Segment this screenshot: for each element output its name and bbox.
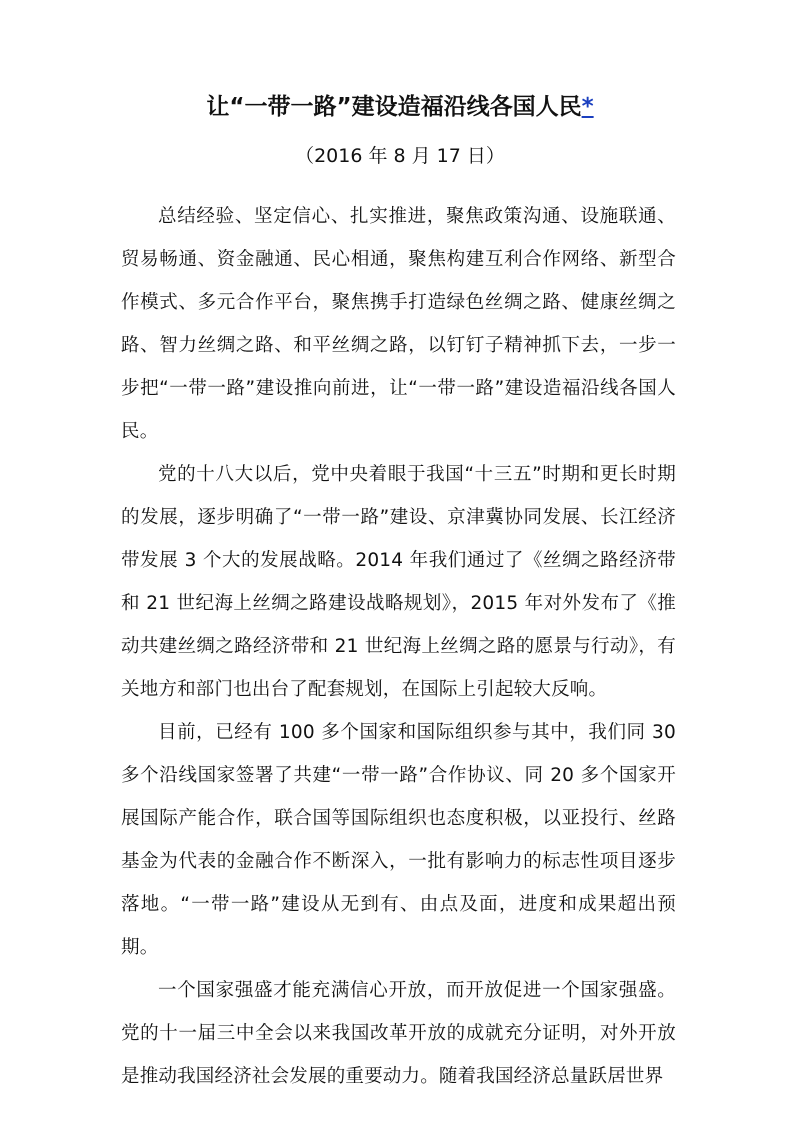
document-date: （2016 年 8 月 17 日） bbox=[295, 145, 505, 167]
paragraph-1: 总结经验、坚定信心、扎实推进，聚焦政策沟通、设施联通、贸易畅通、资金融通、民心相通，聚焦构建互利合作网络、新型合作模式、多元合作平台，聚焦携手打造绿色丝绸之路、健康丝绸之路、智力丝绸之路、和平丝绸之路，以钉钉子精神抓下去，一步一步把“一带一路”建设推向前进，让“一带一路”建设造福沿线各国人民。 bbox=[121, 206, 676, 442]
document-title bbox=[0, 90, 800, 124]
document-body bbox=[121, 195, 676, 1098]
title-footnote-link[interactable]: * bbox=[581, 94, 594, 120]
paragraph-4: 一个国家强盛才能充满信心开放，而开放促进一个国家强盛。党的十一届三中全会以来我国改革开放的成就充分证明，对外开放是推动我国经济社会发展的重要动力。随着我国经济总量跃居世界 bbox=[121, 980, 676, 1087]
title-text: 让“一带一路”建设造福沿线各国人民 bbox=[206, 94, 582, 120]
paragraph-3: 目前，已经有 100 多个国家和国际组织参与其中，我们同 30 多个沿线国家签署了共建“一带一路”合作协议、同 20 多个国家开展国际产能合作，联合国等国际组织也态度积极，以亚投行、丝路基金为代表的金融合作不断深入，一批有影响力的标志性项目逐步落地。“一带一路”建设从无到有、由点及面，进度和成果超出预期。 bbox=[121, 722, 676, 958]
paragraph-2: 党的十八大以后，党中央着眼于我国“十三五”时期和更长时期的发展，逐步明确了“一带一路”建设、京津冀协同发展、长江经济带发展 3 个大的发展战略。2014 年我们通过了《丝绸之路经济带和 21 世纪海上丝绸之路建设战略规划》，2015 年对外发布了《推动共建丝绸之路经济带和 21 世纪海上丝绸之路的愿景与行动》，有关地方和部门也出台了配套规划，在国际上引起较大反响。 bbox=[121, 464, 676, 700]
